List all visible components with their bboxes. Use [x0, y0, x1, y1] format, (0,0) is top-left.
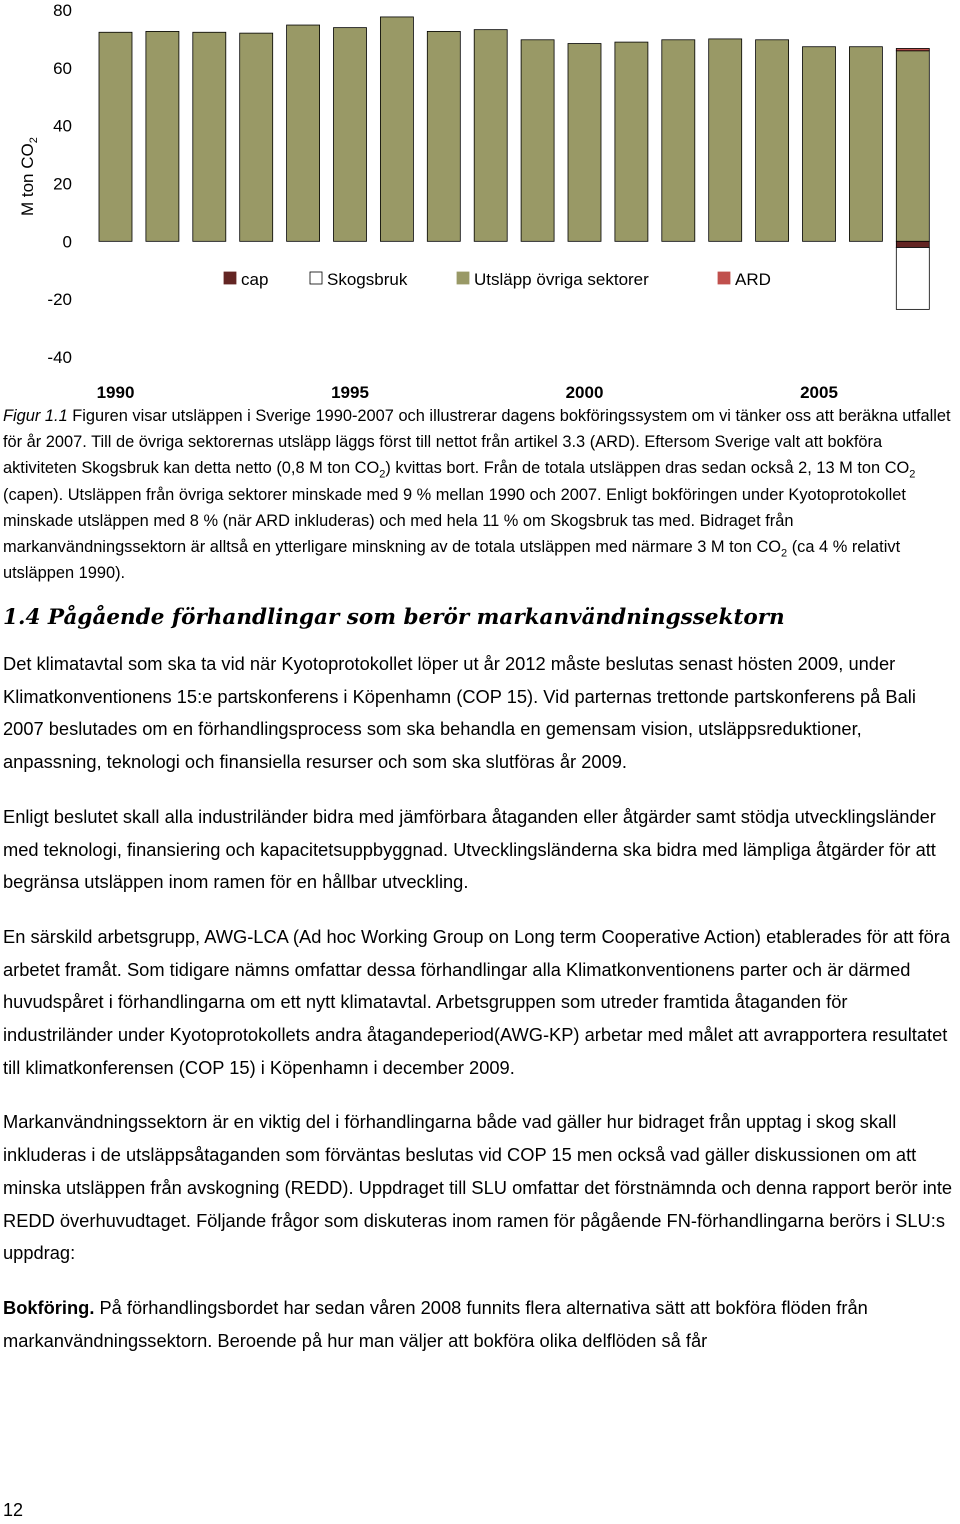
bar-utsl-pp-vriga-sektorer-1996	[380, 17, 413, 241]
bar-utsl-pp-vriga-sektorer-1990	[99, 32, 132, 241]
legend-label-0: cap	[241, 270, 269, 289]
bar-utsl-pp-vriga-sektorer-1994	[287, 25, 320, 241]
y-axis-label-main: M ton CO	[18, 143, 37, 216]
y-tick-label: 20	[53, 174, 72, 194]
bar-utsl-pp-vriga-sektorer-2005	[803, 47, 836, 242]
x-tick-label-2000: 2000	[565, 383, 604, 402]
paragraph-2: Enligt beslutet skall alla industriländer bidra med jämförbara åtaganden eller åtgärder samt stödja utvecklingsländer med teknologi, finansiering och kapacitetsuppbyggnad. Utvecklingsländerna ska bidra med lämpliga åtgärder för att begränsa utsläppen inom ramen för en hållbar utveckling.	[3, 805, 936, 893]
paragraph-4: Markanvändningssektorn är en viktig del i förhandlingarna både vad gäller hur bidraget från upptag i skog skall inkluderas i de utsläppsåtaganden som förväntas beslutas vid COP 15 men också vad gäller diskussionen om att minska utsläppen från avskogning (REDD). Uppdraget till SLU omfattar det förstnämnda och denna rapport berör inte REDD överhuvudtaget. Följande frågor som diskuteras inom ramen för pågående FN-förhandlingarna berörs i SLU:s uppdrag:	[3, 1111, 953, 1264]
body-text	[3, 648, 960, 1357]
bar-utsl-pp-vriga-sektorer-2002	[662, 40, 695, 242]
x-tick-labels	[97, 383, 838, 402]
bar-utsl-pp-vriga-sektorer-2006	[849, 47, 882, 242]
legend-swatch-0	[224, 272, 236, 284]
y-tick-label: 80	[53, 1, 72, 20]
legend-label-2: Utsläpp övriga sektorer	[474, 270, 649, 289]
bar-utsl-pp-vriga-sektorer-1991	[146, 31, 179, 241]
bar-utsl-pp-vriga-sektorer-2000	[568, 44, 601, 242]
legend-swatch-1	[310, 272, 322, 284]
y-tick-label: 0	[62, 232, 72, 252]
y-axis-label	[18, 137, 40, 216]
paragraph-1: Det klimatavtal som ska ta vid när Kyotoprotokollet löper ut år 2012 måste beslutas senast hösten 2009, under Klimatkonventionens 15:e partskonferens i Köpenhamn (COP 15). Vid parternas trettonde partskonferens på Bali 2007 beslutades om en förhandlingsprocess som ska behandla en gemensam vision, utsläppsreduktioner, anpassning, teknologi och finansiella resurser och som ska slutföras år 2009.	[3, 653, 916, 773]
x-tick-label-1995: 1995	[331, 383, 369, 402]
legend-swatch-2	[457, 272, 469, 284]
section-heading: 1.4 Pågående förhandlingar som berör markanvändningssektorn	[3, 605, 785, 630]
legend-label-1: Skogsbruk	[327, 270, 408, 289]
legend-label-3: ARD	[735, 270, 771, 289]
bar-utsl-pp-vriga-sektorer-1999	[521, 40, 554, 242]
bar-skogsbruk-2007	[896, 247, 929, 309]
x-tick-label-2005: 2005	[800, 383, 838, 402]
bar-utsl-pp-vriga-sektorer-1992	[193, 32, 226, 241]
bar-utsl-pp-vriga-sektorer-2004	[756, 40, 789, 242]
y-tick-label: -40	[47, 348, 72, 367]
bar-utsl-pp-vriga-sektorer-1993	[240, 33, 273, 241]
legend-swatch-3	[718, 272, 730, 284]
bar-utsl-pp-vriga-sektorer-1995	[334, 28, 367, 242]
emissions-chart	[0, 0, 960, 405]
y-tick-label: 40	[53, 116, 72, 136]
bar-utsl-pp-vriga-sektorer-2001	[615, 42, 648, 241]
paragraph-5: Bokföring. På förhandlingsbordet har sedan våren 2008 funnits flera alternativa sätt att bokföra flöden från markanvändningssektorn. Beroende på hur man väljer att bokföra olika delflöden så får	[3, 1296, 868, 1351]
paragraph-3: En särskild arbetsgrupp, AWG-LCA (Ad hoc Working Group on Long term Cooperative Action) etablerades för att föra arbetet framåt. Som tidigare nämns omfattar dessa förhandlingar alla Klimatkonventionens parter och är därmed huvudspåret i förhandlingarna om ett nytt klimatavtal. Arbetsgruppen som utreder framtida åtaganden för industriländer under Kyotoprotokollets andra åtagandeperiod(AWG-KP) arbetar med målet att avrapportera resultatet till klimatkonferensen (COP 15) i Köpenhamn i december 2009.	[3, 925, 951, 1078]
y-tick-label: 60	[53, 58, 72, 78]
x-tick-label-1990: 1990	[96, 383, 135, 402]
bar-ard-2007	[896, 48, 929, 50]
bar-cap-2007	[896, 241, 929, 247]
page-number: 12	[3, 1500, 24, 1520]
figure-caption: Figur 1.1 Figuren visar utsläppen i Sverige 1990-2007 och illustrerar dagens bokföringssystem om vi tänker oss att beräkna utfallet för år 2007. Till de övriga sektorernas utsläpp läggs först till nettot från artikel 3.3 (ARD). Eftersom Sverige valt att bokföra aktiviteten Skogsbruk kan detta netto (0,8 M ton $CO_2$) kvittas bort. Från de totala utsläppen dras sedan också 2, 13 M ton $CO_2$ (capen). Utsläppen från övriga sektorer minskade med 9 % mellan 1990 och 2007. Enligt bokföringen under Kyotoprotokollet minskade utsläppen med 8 % (när ARD inkluderas) och med hela 11 % om Skogsbruk tas med. Bidraget från markanvändningssektorn är alltså en ytterligare minskning av de totala utsläppen med närmare 3 M ton $CO_2$ (ca 4 % relativt utsläppen 1990).	[3, 407, 951, 583]
y-tick-label: -20	[47, 290, 72, 310]
bar-utsl-pp-vriga-sektorer-2003	[709, 39, 742, 241]
bar-utsl-pp-vriga-sektorer-1997	[427, 31, 460, 241]
y-axis-label-sub: 2	[28, 137, 40, 144]
bar-utsl-pp-vriga-sektorer-1998	[474, 30, 507, 242]
figure-label: Figur 1.1	[3, 407, 68, 425]
paragraph-5-lead: Bokföring.	[3, 1296, 95, 1318]
legend	[224, 270, 771, 289]
bars	[99, 17, 929, 309]
bar-utsl-pp-vriga-sektorer-2007	[896, 51, 929, 242]
y-tick-labels	[47, 1, 72, 367]
